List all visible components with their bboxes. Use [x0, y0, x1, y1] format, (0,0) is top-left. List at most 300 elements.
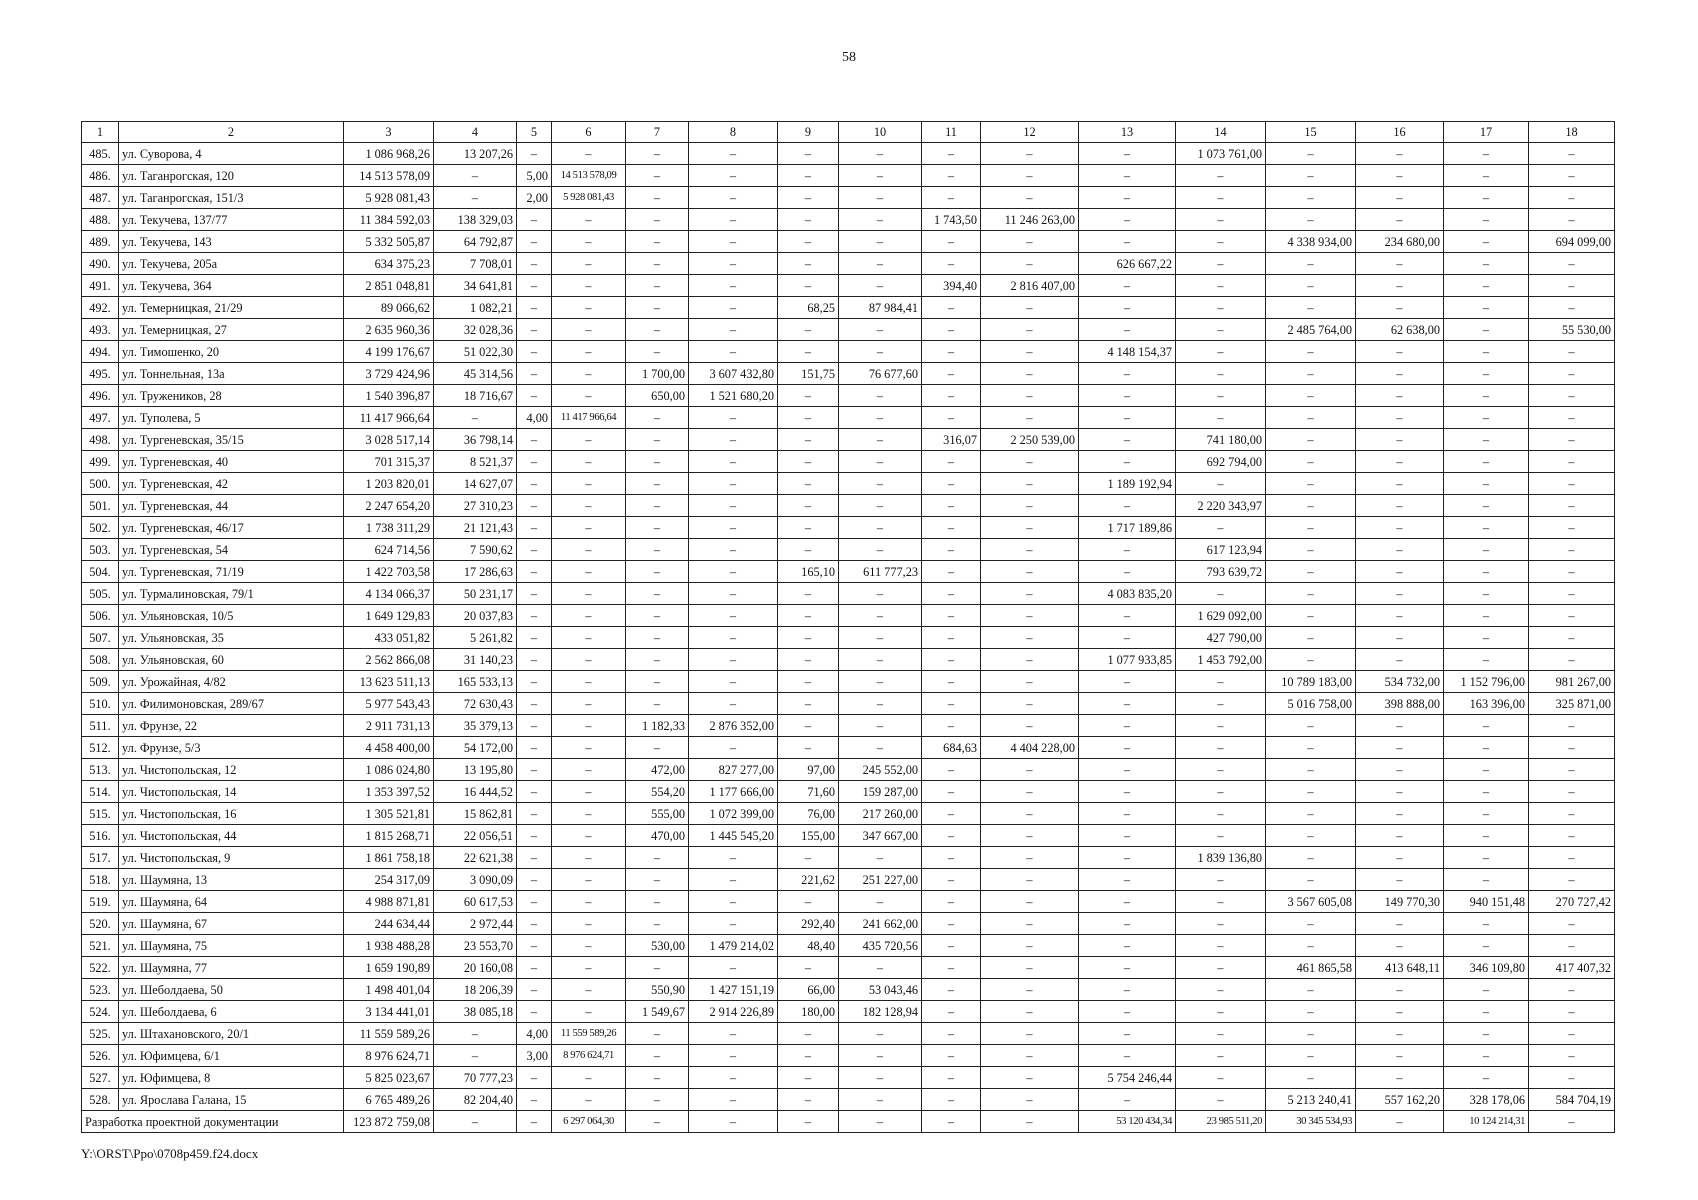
- table-cell: –: [626, 957, 689, 979]
- table-cell: –: [1176, 825, 1266, 847]
- table-cell: 347 667,00: [839, 825, 922, 847]
- table-cell: –: [626, 539, 689, 561]
- table-row: [82, 451, 1615, 473]
- table-header-row: [82, 122, 1615, 143]
- table-cell: –: [626, 319, 689, 341]
- table-cell: –: [517, 319, 552, 341]
- table-cell: 1 649 129,83: [344, 605, 434, 627]
- table-cell: 4 083 835,20: [1079, 583, 1176, 605]
- table-cell: –: [1356, 297, 1444, 319]
- column-header: 16: [1356, 122, 1444, 143]
- table-cell: 491.: [82, 275, 119, 297]
- table-cell: 5 213 240,41: [1266, 1089, 1356, 1111]
- table-cell: –: [1356, 363, 1444, 385]
- table-row: [82, 1023, 1615, 1045]
- table-cell: 650,00: [626, 385, 689, 407]
- table-cell: 1 479 214,02: [689, 935, 778, 957]
- table-cell: 254 317,09: [344, 869, 434, 891]
- table-cell: 165 533,13: [434, 671, 517, 693]
- table-cell: –: [922, 671, 981, 693]
- table-cell: 51 022,30: [434, 341, 517, 363]
- table-cell: 20 160,08: [434, 957, 517, 979]
- table-cell: ул. Чистопольская, 14: [119, 781, 344, 803]
- table-cell: 4,00: [517, 407, 552, 429]
- table-cell: 11 246 263,00: [981, 209, 1079, 231]
- table-cell: 519.: [82, 891, 119, 913]
- table-cell: –: [1444, 649, 1529, 671]
- table-cell: –: [517, 605, 552, 627]
- table-cell: –: [517, 671, 552, 693]
- table-cell: –: [689, 297, 778, 319]
- table-cell: –: [1444, 583, 1529, 605]
- table-cell: –: [552, 605, 626, 627]
- table-cell: –: [517, 627, 552, 649]
- table-cell: 503.: [82, 539, 119, 561]
- table-cell: –: [689, 957, 778, 979]
- table-cell: –: [839, 253, 922, 275]
- table-cell: –: [1529, 385, 1615, 407]
- table-cell: 1 203 820,01: [344, 473, 434, 495]
- table-cell: 2 635 960,36: [344, 319, 434, 341]
- table-cell: –: [922, 759, 981, 781]
- table-cell: –: [517, 209, 552, 231]
- table-cell: –: [839, 385, 922, 407]
- column-header: 2: [119, 122, 344, 143]
- table-cell: ул. Шаумяна, 13: [119, 869, 344, 891]
- table-cell: –: [1266, 627, 1356, 649]
- table-cell: –: [1176, 1045, 1266, 1067]
- table-cell: –: [1529, 561, 1615, 583]
- table-cell: –: [839, 1067, 922, 1089]
- table-cell: 11 417 966,64: [344, 407, 434, 429]
- table-row: [82, 407, 1615, 429]
- table-cell: 505.: [82, 583, 119, 605]
- table-cell: –: [1079, 275, 1176, 297]
- table-cell: –: [981, 693, 1079, 715]
- table-cell: –: [552, 759, 626, 781]
- table-cell: –: [778, 275, 839, 297]
- table-cell: –: [689, 891, 778, 913]
- table-cell: 522.: [82, 957, 119, 979]
- table-cell: ул. Ульяновская, 35: [119, 627, 344, 649]
- table-cell: –: [1266, 341, 1356, 363]
- table-cell: –: [1176, 1067, 1266, 1089]
- table-cell: –: [1444, 627, 1529, 649]
- table-cell: –: [981, 913, 1079, 935]
- table-cell: –: [1356, 539, 1444, 561]
- table-cell: –: [1356, 979, 1444, 1001]
- table-cell: –: [1444, 1045, 1529, 1067]
- table-cell: –: [689, 275, 778, 297]
- table-cell: –: [839, 671, 922, 693]
- table-cell: 16 444,52: [434, 781, 517, 803]
- table-cell: ул. Темерницкая, 21/29: [119, 297, 344, 319]
- table-cell: –: [517, 869, 552, 891]
- table-cell: –: [922, 385, 981, 407]
- table-cell: 48,40: [778, 935, 839, 957]
- table-cell: –: [1266, 847, 1356, 869]
- table-cell: –: [1444, 297, 1529, 319]
- table-cell: –: [1356, 1045, 1444, 1067]
- table-cell: –: [1079, 869, 1176, 891]
- table-cell: –: [1356, 781, 1444, 803]
- table-cell: 617 123,94: [1176, 539, 1266, 561]
- table-cell: –: [552, 979, 626, 1001]
- table-cell: –: [981, 539, 1079, 561]
- table-cell: –: [922, 517, 981, 539]
- table-cell: –: [434, 187, 517, 209]
- table-cell: 20 037,83: [434, 605, 517, 627]
- table-cell: 1 549,67: [626, 1001, 689, 1023]
- table-cell: –: [981, 517, 1079, 539]
- table-cell: –: [689, 495, 778, 517]
- table-cell: –: [1079, 979, 1176, 1001]
- table-row: [82, 495, 1615, 517]
- table-cell: –: [1079, 143, 1176, 165]
- table-cell: –: [1529, 275, 1615, 297]
- table-cell: 694 099,00: [1529, 231, 1615, 253]
- table-cell: –: [626, 1023, 689, 1045]
- table-cell: –: [1444, 1001, 1529, 1023]
- table-cell: –: [1176, 297, 1266, 319]
- table-cell: 4 148 154,37: [1079, 341, 1176, 363]
- table-cell: –: [1356, 737, 1444, 759]
- table-cell: 398 888,00: [1356, 693, 1444, 715]
- table-cell: –: [1266, 715, 1356, 737]
- table-cell: –: [517, 803, 552, 825]
- table-cell: –: [778, 319, 839, 341]
- table-cell: 66,00: [778, 979, 839, 1001]
- table-cell: –: [981, 1067, 1079, 1089]
- table-cell: –: [1176, 781, 1266, 803]
- table-cell: –: [922, 297, 981, 319]
- table-cell: –: [1266, 539, 1356, 561]
- table-cell: 234 680,00: [1356, 231, 1444, 253]
- table-cell: –: [1079, 737, 1176, 759]
- table-row: [82, 737, 1615, 759]
- table-cell: 31 140,23: [434, 649, 517, 671]
- table-cell: ул. Таганрогская, 120: [119, 165, 344, 187]
- table-cell: –: [517, 759, 552, 781]
- table-cell: –: [434, 407, 517, 429]
- column-header: 10: [839, 122, 922, 143]
- table-cell: –: [1444, 737, 1529, 759]
- table-cell: –: [981, 341, 1079, 363]
- table-cell: 55 530,00: [1529, 319, 1615, 341]
- column-header: 8: [689, 122, 778, 143]
- table-cell: –: [981, 165, 1079, 187]
- table-cell: –: [1176, 979, 1266, 1001]
- table-cell: –: [839, 539, 922, 561]
- table-cell: 492.: [82, 297, 119, 319]
- table-cell: –: [778, 473, 839, 495]
- table-cell: ул. Тургеневская, 54: [119, 539, 344, 561]
- table-cell: 1 072 399,00: [689, 803, 778, 825]
- table-row: [82, 297, 1615, 319]
- table-cell: –: [839, 341, 922, 363]
- table-row: [82, 187, 1615, 209]
- table-cell: –: [1079, 825, 1176, 847]
- table-cell: –: [1356, 165, 1444, 187]
- table-cell: ул. Тружеников, 28: [119, 385, 344, 407]
- table-cell: 5 977 543,43: [344, 693, 434, 715]
- table-cell: 510.: [82, 693, 119, 715]
- table-cell: –: [778, 341, 839, 363]
- table-cell: –: [1079, 165, 1176, 187]
- table-cell: ул. Суворова, 4: [119, 143, 344, 165]
- table-cell: –: [517, 297, 552, 319]
- table-cell: 524.: [82, 1001, 119, 1023]
- table-cell: 4 404 228,00: [981, 737, 1079, 759]
- table-cell: –: [839, 495, 922, 517]
- table-cell: –: [626, 187, 689, 209]
- table-cell: 1 839 136,80: [1176, 847, 1266, 869]
- table-cell: –: [517, 429, 552, 451]
- table-cell: 523.: [82, 979, 119, 1001]
- table-cell: 692 794,00: [1176, 451, 1266, 473]
- table-cell: –: [981, 891, 1079, 913]
- table-cell: –: [1356, 561, 1444, 583]
- table-cell: –: [981, 957, 1079, 979]
- table-row: [82, 385, 1615, 407]
- table-cell: –: [1266, 209, 1356, 231]
- table-cell: –: [1079, 407, 1176, 429]
- table-cell: –: [1529, 1111, 1615, 1133]
- table-cell: –: [839, 627, 922, 649]
- table-cell: –: [778, 451, 839, 473]
- table-cell: –: [1079, 231, 1176, 253]
- table-cell: –: [922, 341, 981, 363]
- table-cell: –: [981, 847, 1079, 869]
- table-cell: –: [1444, 143, 1529, 165]
- table-cell: –: [517, 451, 552, 473]
- table-row: [82, 693, 1615, 715]
- table-cell: 624 714,56: [344, 539, 434, 561]
- table-cell: –: [689, 869, 778, 891]
- table-cell: 1 177 666,00: [689, 781, 778, 803]
- table-cell: –: [626, 495, 689, 517]
- table-cell: –: [922, 869, 981, 891]
- table-cell: –: [778, 605, 839, 627]
- column-header: 12: [981, 122, 1079, 143]
- table-cell: –: [1266, 583, 1356, 605]
- table-cell: –: [626, 451, 689, 473]
- table-cell: 13 207,26: [434, 143, 517, 165]
- table-cell: ул. Тургеневская, 35/15: [119, 429, 344, 451]
- table-cell: –: [1529, 407, 1615, 429]
- table-cell: –: [839, 1111, 922, 1133]
- table-cell: 1 445 545,20: [689, 825, 778, 847]
- table-cell: ул. Туполева, 5: [119, 407, 344, 429]
- table-cell: –: [517, 649, 552, 671]
- table-cell: –: [778, 627, 839, 649]
- table-cell: 4,00: [517, 1023, 552, 1045]
- table-cell: –: [689, 1089, 778, 1111]
- table-cell: –: [839, 451, 922, 473]
- table-cell: –: [517, 715, 552, 737]
- table-cell: 1 305 521,81: [344, 803, 434, 825]
- table-cell: –: [1356, 1001, 1444, 1023]
- table-cell: –: [1266, 803, 1356, 825]
- table-cell: –: [839, 1045, 922, 1067]
- table-cell: ул. Шеболдаева, 50: [119, 979, 344, 1001]
- table-cell: –: [1444, 209, 1529, 231]
- table-cell: –: [1079, 1045, 1176, 1067]
- table-cell: 1 738 311,29: [344, 517, 434, 539]
- table-cell: ул. Шаумяна, 77: [119, 957, 344, 979]
- table-cell: –: [1079, 1001, 1176, 1023]
- table-cell: –: [517, 583, 552, 605]
- table-cell: –: [626, 737, 689, 759]
- table-cell: 14 627,07: [434, 473, 517, 495]
- table-cell: –: [1529, 627, 1615, 649]
- table-cell: –: [689, 473, 778, 495]
- table-cell: –: [1356, 583, 1444, 605]
- table-cell: –: [626, 1067, 689, 1089]
- table-cell: –: [1529, 1001, 1615, 1023]
- table-cell: 487.: [82, 187, 119, 209]
- table-cell: –: [1176, 869, 1266, 891]
- table-cell: –: [1356, 451, 1444, 473]
- table-cell: ул. Шаумяна, 67: [119, 913, 344, 935]
- table-cell: –: [1079, 451, 1176, 473]
- table-cell: –: [517, 253, 552, 275]
- table-cell: –: [1266, 297, 1356, 319]
- table-cell: –: [689, 407, 778, 429]
- table-cell: –: [552, 539, 626, 561]
- table-cell: 11 417 966,64: [552, 407, 626, 429]
- table-cell: –: [517, 275, 552, 297]
- table-cell: –: [839, 429, 922, 451]
- table-row: [82, 429, 1615, 451]
- table-cell: –: [1176, 341, 1266, 363]
- table-cell: –: [517, 1089, 552, 1111]
- table-cell: 244 634,44: [344, 913, 434, 935]
- table-cell: –: [981, 649, 1079, 671]
- table-cell: –: [552, 143, 626, 165]
- table-cell: –: [1266, 935, 1356, 957]
- table-cell: –: [778, 539, 839, 561]
- table-cell: –: [1266, 187, 1356, 209]
- table-cell: –: [1444, 913, 1529, 935]
- table-row: [82, 935, 1615, 957]
- table-cell: –: [839, 187, 922, 209]
- table-cell: –: [778, 693, 839, 715]
- table-cell: –: [778, 517, 839, 539]
- table-cell: 525.: [82, 1023, 119, 1045]
- table-cell: –: [626, 231, 689, 253]
- table-cell: –: [1079, 935, 1176, 957]
- table-cell: ул. Ульяновская, 10/5: [119, 605, 344, 627]
- column-header: 13: [1079, 122, 1176, 143]
- table-cell: 1 521 680,20: [689, 385, 778, 407]
- table-cell: 1 659 190,89: [344, 957, 434, 979]
- table-cell: 498.: [82, 429, 119, 451]
- table-cell: 7 708,01: [434, 253, 517, 275]
- table-cell: –: [552, 627, 626, 649]
- table-cell: 155,00: [778, 825, 839, 847]
- table-cell: 5 016 758,00: [1266, 693, 1356, 715]
- column-header: 14: [1176, 122, 1266, 143]
- table-cell: –: [1444, 495, 1529, 517]
- table-cell: ул. Чистопольская, 16: [119, 803, 344, 825]
- table-cell: –: [1529, 517, 1615, 539]
- table-cell: 180,00: [778, 1001, 839, 1023]
- table-cell: –: [981, 473, 1079, 495]
- table-cell: –: [922, 1111, 981, 1133]
- table-cell: –: [626, 605, 689, 627]
- table-cell: –: [1176, 363, 1266, 385]
- table-cell: –: [1176, 891, 1266, 913]
- table-cell: 1 189 192,94: [1079, 473, 1176, 495]
- table-cell: –: [922, 913, 981, 935]
- table-cell: 1 422 703,58: [344, 561, 434, 583]
- table-cell: –: [981, 561, 1079, 583]
- table-cell: –: [1176, 935, 1266, 957]
- table-cell: –: [689, 1111, 778, 1133]
- table-cell: 217 260,00: [839, 803, 922, 825]
- table-cell: –: [689, 1067, 778, 1089]
- table-cell: –: [1356, 825, 1444, 847]
- table-cell: –: [1529, 1045, 1615, 1067]
- table-cell: –: [1266, 253, 1356, 275]
- table-cell: –: [1529, 187, 1615, 209]
- table-cell: 488.: [82, 209, 119, 231]
- table-cell: –: [1356, 869, 1444, 891]
- table-cell: 18 716,67: [434, 385, 517, 407]
- table-cell: –: [517, 539, 552, 561]
- table-cell: 5 928 081,43: [344, 187, 434, 209]
- table-cell: 53 043,46: [839, 979, 922, 1001]
- table-cell: 626 667,22: [1079, 253, 1176, 275]
- table-cell: ул. Тургеневская, 44: [119, 495, 344, 517]
- table-cell: –: [552, 1067, 626, 1089]
- table-cell: –: [517, 891, 552, 913]
- budget-table: [81, 121, 1615, 1133]
- table-cell: –: [1529, 473, 1615, 495]
- table-cell: 4 134 066,37: [344, 583, 434, 605]
- table-cell: –: [517, 935, 552, 957]
- table-cell: ул. Ярослава Галана, 15: [119, 1089, 344, 1111]
- table-cell: –: [1266, 825, 1356, 847]
- table-cell: –: [839, 165, 922, 187]
- table-cell: –: [1079, 187, 1176, 209]
- table-cell: 611 777,23: [839, 561, 922, 583]
- table-cell: –: [922, 143, 981, 165]
- table-total-row: [82, 1111, 1615, 1133]
- table-cell: 793 639,72: [1176, 561, 1266, 583]
- table-cell: –: [1176, 407, 1266, 429]
- table-cell: 76,00: [778, 803, 839, 825]
- table-cell: 513.: [82, 759, 119, 781]
- table-cell: –: [1266, 759, 1356, 781]
- table-cell: –: [552, 935, 626, 957]
- table-cell: –: [839, 583, 922, 605]
- table-cell: 534 732,00: [1356, 671, 1444, 693]
- table-cell: –: [517, 781, 552, 803]
- table-cell: –: [1266, 495, 1356, 517]
- table-row: [82, 231, 1615, 253]
- table-cell: 89 066,62: [344, 297, 434, 319]
- table-cell: 7 590,62: [434, 539, 517, 561]
- table-cell: 1 815 268,71: [344, 825, 434, 847]
- table-cell: ул. Ульяновская, 60: [119, 649, 344, 671]
- table-cell: –: [1266, 1023, 1356, 1045]
- table-cell: –: [839, 649, 922, 671]
- table-cell: –: [517, 561, 552, 583]
- table-cell: –: [1356, 253, 1444, 275]
- table-cell: 6 297 064,30: [552, 1111, 626, 1133]
